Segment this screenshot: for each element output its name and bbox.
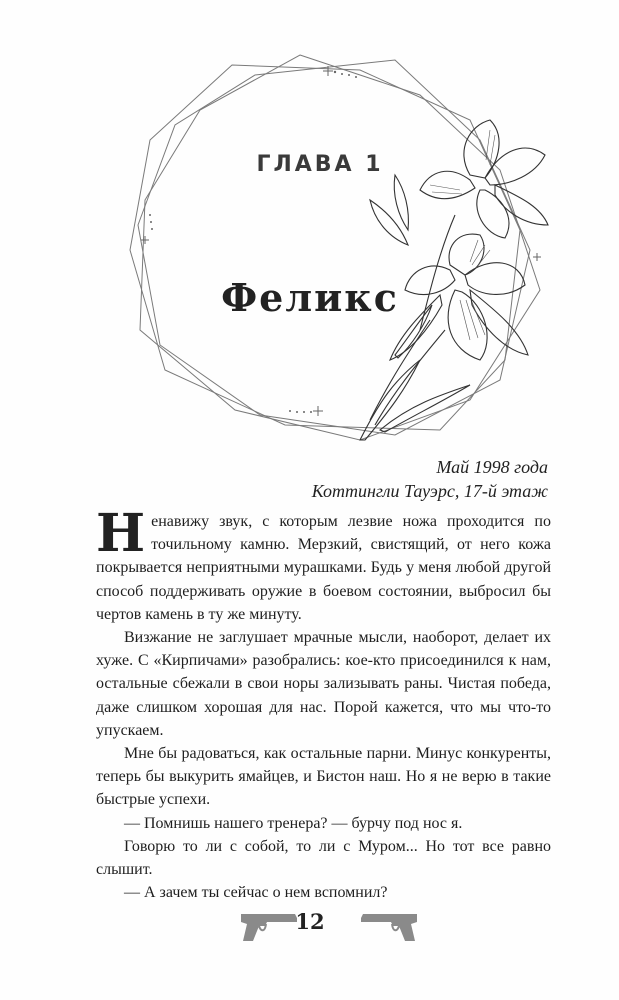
epigraph [312, 455, 548, 503]
chapter-label: ГЛАВА 1 [256, 152, 384, 177]
iris-frame-ornament [0, 0, 619, 470]
paragraph-1-text: енавижу звук, с которым лезвие ножа проходится по точильному камню. Мерзкий, свистящий, от него кожа покрывается неприятными мурашками. Будь у меня любой другой способ поддерживать оружие в боевом состоянии, выбросил бы чертов камень в ту же минуту. [96, 513, 551, 623]
page-footer [0, 905, 619, 945]
drop-cap: Н [96, 503, 146, 564]
chapter-body [96, 503, 551, 904]
page-number: 12 [295, 909, 325, 934]
paragraph-3: Мне бы радоваться, как остальные парни. Минус конкуренты, теперь бы выкурить ямайцев, и Бистон наш. Но я не верю в такие быстрые успехи. [96, 745, 551, 809]
chapter-title: Феликс [221, 275, 399, 320]
paragraph-1 [96, 503, 551, 626]
epigraph-place: Коттингли Тауэрс, 17-й этаж [311, 481, 548, 501]
paragraph-2: Визжание не заглушает мрачные мысли, наоборот, делает их хуже. С «Кирпичами» разобрались: кое-кто присоединился к нам, остальные сбежали в свои норы зализывать раны. Чистая победа, даже слишком хорошая для нас. Порой кажется, что мы что-то упускаем. [96, 629, 551, 739]
paragraph-6: — А зачем ты сейчас о нем вспомнил? [124, 884, 388, 902]
paragraph-5: Говорю то ли с собой, то ли с Муром... Но тот все равно слышит. [96, 837, 551, 879]
pistol-icon [357, 910, 419, 942]
paragraph-4: — Помнишь нашего тренера? — бурчу под нос я. [124, 814, 463, 832]
epigraph-date: Май 1998 года [436, 457, 548, 477]
